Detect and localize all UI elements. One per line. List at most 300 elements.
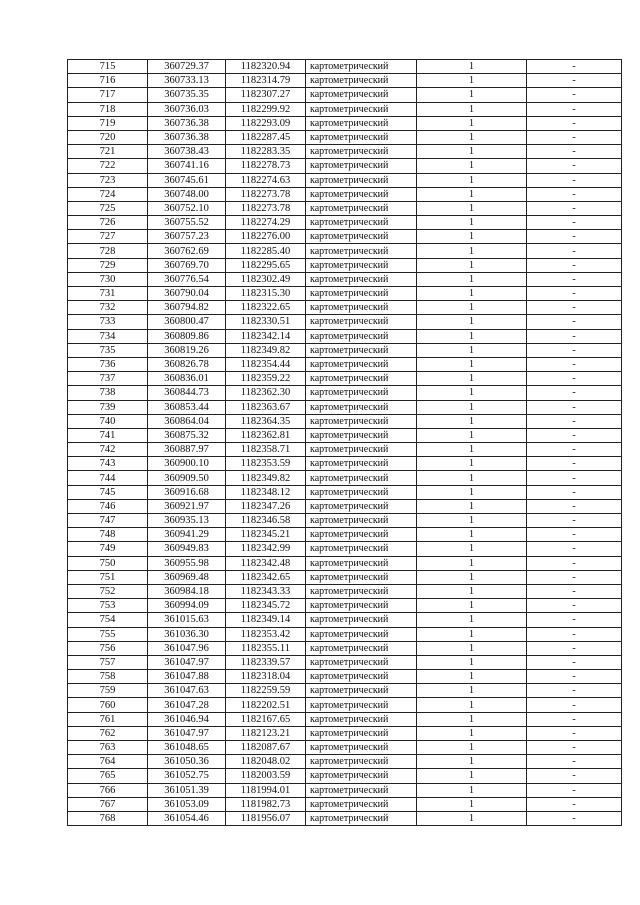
y-coordinate-cell: 1182283.35 <box>226 145 306 159</box>
description-cell: - <box>527 230 622 244</box>
accuracy-cell: 1 <box>417 726 527 740</box>
accuracy-cell: 1 <box>417 514 527 528</box>
description-cell: - <box>527 542 622 556</box>
y-coordinate-cell: 1182342.99 <box>226 542 306 556</box>
accuracy-cell: 1 <box>417 627 527 641</box>
description-cell: - <box>527 670 622 684</box>
y-coordinate-cell: 1182123.21 <box>226 726 306 740</box>
table-row <box>68 797 622 811</box>
accuracy-cell: 1 <box>417 88 527 102</box>
x-coordinate-cell: 360887.97 <box>148 443 226 457</box>
description-cell: - <box>527 145 622 159</box>
table-row <box>68 613 622 627</box>
y-coordinate-cell: 1182307.27 <box>226 88 306 102</box>
y-coordinate-cell: 1182362.81 <box>226 428 306 442</box>
description-cell: - <box>527 159 622 173</box>
x-coordinate-cell: 360875.32 <box>148 428 226 442</box>
table-row <box>68 769 622 783</box>
table-row <box>68 287 622 301</box>
method-cell: картометрический <box>306 641 417 655</box>
table-row <box>68 684 622 698</box>
description-cell: - <box>527 74 622 88</box>
x-coordinate-cell: 360935.13 <box>148 514 226 528</box>
point-number-cell: 759 <box>68 684 148 698</box>
point-number-cell: 747 <box>68 514 148 528</box>
y-coordinate-cell: 1182299.92 <box>226 102 306 116</box>
point-number-cell: 733 <box>68 315 148 329</box>
y-coordinate-cell: 1182349.82 <box>226 343 306 357</box>
point-number-cell: 755 <box>68 627 148 641</box>
method-cell: картометрический <box>306 287 417 301</box>
y-coordinate-cell: 1182302.49 <box>226 272 306 286</box>
x-coordinate-cell: 360949.83 <box>148 542 226 556</box>
method-cell: картометрический <box>306 514 417 528</box>
accuracy-cell: 1 <box>417 301 527 315</box>
y-coordinate-cell: 1182322.65 <box>226 301 306 315</box>
description-cell: - <box>527 187 622 201</box>
x-coordinate-cell: 360736.38 <box>148 116 226 130</box>
table-row <box>68 627 622 641</box>
y-coordinate-cell: 1182355.11 <box>226 641 306 655</box>
accuracy-cell: 1 <box>417 414 527 428</box>
accuracy-cell: 1 <box>417 613 527 627</box>
y-coordinate-cell: 1182349.14 <box>226 613 306 627</box>
table-row <box>68 173 622 187</box>
method-cell: картометрический <box>306 797 417 811</box>
x-coordinate-cell: 360955.98 <box>148 556 226 570</box>
description-cell: - <box>527 641 622 655</box>
accuracy-cell: 1 <box>417 102 527 116</box>
accuracy-cell: 1 <box>417 670 527 684</box>
x-coordinate-cell: 361036.30 <box>148 627 226 641</box>
coordinates-table <box>67 59 622 826</box>
method-cell: картометрический <box>306 599 417 613</box>
point-number-cell: 741 <box>68 428 148 442</box>
point-number-cell: 736 <box>68 357 148 371</box>
table-row <box>68 783 622 797</box>
y-coordinate-cell: 1182320.94 <box>226 60 306 74</box>
x-coordinate-cell: 361047.96 <box>148 641 226 655</box>
x-coordinate-cell: 360994.09 <box>148 599 226 613</box>
table-row <box>68 556 622 570</box>
point-number-cell: 754 <box>68 613 148 627</box>
point-number-cell: 720 <box>68 130 148 144</box>
y-coordinate-cell: 1182048.02 <box>226 755 306 769</box>
description-cell: - <box>527 116 622 130</box>
accuracy-cell: 1 <box>417 741 527 755</box>
description-cell: - <box>527 287 622 301</box>
accuracy-cell: 1 <box>417 74 527 88</box>
point-number-cell: 745 <box>68 485 148 499</box>
method-cell: картометрический <box>306 570 417 584</box>
x-coordinate-cell: 360809.86 <box>148 329 226 343</box>
x-coordinate-cell: 360752.10 <box>148 201 226 215</box>
table-row <box>68 528 622 542</box>
x-coordinate-cell: 360794.82 <box>148 301 226 315</box>
method-cell: картометрический <box>306 102 417 116</box>
table-row <box>68 400 622 414</box>
x-coordinate-cell: 360909.50 <box>148 471 226 485</box>
accuracy-cell: 1 <box>417 357 527 371</box>
table-row <box>68 755 622 769</box>
description-cell: - <box>527 428 622 442</box>
accuracy-cell: 1 <box>417 130 527 144</box>
accuracy-cell: 1 <box>417 60 527 74</box>
accuracy-cell: 1 <box>417 769 527 783</box>
x-coordinate-cell: 360733.13 <box>148 74 226 88</box>
x-coordinate-cell: 360776.54 <box>148 272 226 286</box>
point-number-cell: 767 <box>68 797 148 811</box>
description-cell: - <box>527 216 622 230</box>
method-cell: картометрический <box>306 329 417 343</box>
x-coordinate-cell: 360921.97 <box>148 499 226 513</box>
x-coordinate-cell: 360738.43 <box>148 145 226 159</box>
point-number-cell: 768 <box>68 811 148 825</box>
method-cell: картометрический <box>306 145 417 159</box>
x-coordinate-cell: 360800.47 <box>148 315 226 329</box>
accuracy-cell: 1 <box>417 159 527 173</box>
accuracy-cell: 1 <box>417 471 527 485</box>
description-cell: - <box>527 811 622 825</box>
y-coordinate-cell: 1182287.45 <box>226 130 306 144</box>
point-number-cell: 746 <box>68 499 148 513</box>
x-coordinate-cell: 360729.37 <box>148 60 226 74</box>
table-row <box>68 428 622 442</box>
accuracy-cell: 1 <box>417 712 527 726</box>
description-cell: - <box>527 329 622 343</box>
y-coordinate-cell: 1182349.82 <box>226 471 306 485</box>
description-cell: - <box>527 769 622 783</box>
point-number-cell: 739 <box>68 400 148 414</box>
y-coordinate-cell: 1182315.30 <box>226 287 306 301</box>
table-row <box>68 102 622 116</box>
method-cell: картометрический <box>306 542 417 556</box>
point-number-cell: 734 <box>68 329 148 343</box>
point-number-cell: 724 <box>68 187 148 201</box>
description-cell: - <box>527 315 622 329</box>
accuracy-cell: 1 <box>417 372 527 386</box>
x-coordinate-cell: 360745.61 <box>148 173 226 187</box>
y-coordinate-cell: 1182354.44 <box>226 357 306 371</box>
accuracy-cell: 1 <box>417 428 527 442</box>
x-coordinate-cell: 360748.00 <box>148 187 226 201</box>
method-cell: картометрический <box>306 655 417 669</box>
point-number-cell: 721 <box>68 145 148 159</box>
x-coordinate-cell: 360826.78 <box>148 357 226 371</box>
description-cell: - <box>527 613 622 627</box>
y-coordinate-cell: 1182345.21 <box>226 528 306 542</box>
description-cell: - <box>527 457 622 471</box>
method-cell: картометрический <box>306 528 417 542</box>
table-row <box>68 726 622 740</box>
table-row <box>68 443 622 457</box>
description-cell: - <box>527 173 622 187</box>
description-cell: - <box>527 499 622 513</box>
accuracy-cell: 1 <box>417 258 527 272</box>
table-row <box>68 655 622 669</box>
x-coordinate-cell: 360844.73 <box>148 386 226 400</box>
table-row <box>68 457 622 471</box>
x-coordinate-cell: 360941.29 <box>148 528 226 542</box>
table-row <box>68 130 622 144</box>
description-cell: - <box>527 698 622 712</box>
method-cell: картометрический <box>306 741 417 755</box>
accuracy-cell: 1 <box>417 499 527 513</box>
y-coordinate-cell: 1182346.58 <box>226 514 306 528</box>
y-coordinate-cell: 1182358.71 <box>226 443 306 457</box>
table-row <box>68 230 622 244</box>
x-coordinate-cell: 361046.94 <box>148 712 226 726</box>
x-coordinate-cell: 361047.88 <box>148 670 226 684</box>
point-number-cell: 722 <box>68 159 148 173</box>
accuracy-cell: 1 <box>417 684 527 698</box>
y-coordinate-cell: 1182330.51 <box>226 315 306 329</box>
y-coordinate-cell: 1182353.59 <box>226 457 306 471</box>
accuracy-cell: 1 <box>417 216 527 230</box>
method-cell: картометрический <box>306 60 417 74</box>
accuracy-cell: 1 <box>417 287 527 301</box>
table-row <box>68 670 622 684</box>
y-coordinate-cell: 1182003.59 <box>226 769 306 783</box>
method-cell: картометрический <box>306 159 417 173</box>
table-row <box>68 514 622 528</box>
table-row <box>68 159 622 173</box>
accuracy-cell: 1 <box>417 329 527 343</box>
description-cell: - <box>527 599 622 613</box>
y-coordinate-cell: 1182274.29 <box>226 216 306 230</box>
table-row <box>68 187 622 201</box>
y-coordinate-cell: 1182342.65 <box>226 570 306 584</box>
method-cell: картометрический <box>306 457 417 471</box>
description-cell: - <box>527 414 622 428</box>
method-cell: картометрический <box>306 88 417 102</box>
point-number-cell: 723 <box>68 173 148 187</box>
x-coordinate-cell: 360755.52 <box>148 216 226 230</box>
x-coordinate-cell: 361050.36 <box>148 755 226 769</box>
y-coordinate-cell: 1182202.51 <box>226 698 306 712</box>
description-cell: - <box>527 584 622 598</box>
x-coordinate-cell: 361015.63 <box>148 613 226 627</box>
y-coordinate-cell: 1182295.65 <box>226 258 306 272</box>
accuracy-cell: 1 <box>417 145 527 159</box>
y-coordinate-cell: 1182359.22 <box>226 372 306 386</box>
table-row <box>68 301 622 315</box>
accuracy-cell: 1 <box>417 528 527 542</box>
accuracy-cell: 1 <box>417 443 527 457</box>
method-cell: картометрический <box>306 783 417 797</box>
accuracy-cell: 1 <box>417 783 527 797</box>
table-row <box>68 315 622 329</box>
method-cell: картометрический <box>306 698 417 712</box>
description-cell: - <box>527 301 622 315</box>
description-cell: - <box>527 797 622 811</box>
accuracy-cell: 1 <box>417 641 527 655</box>
point-number-cell: 715 <box>68 60 148 74</box>
table-row <box>68 88 622 102</box>
method-cell: картометрический <box>306 627 417 641</box>
method-cell: картометрический <box>306 428 417 442</box>
accuracy-cell: 1 <box>417 315 527 329</box>
y-coordinate-cell: 1182273.78 <box>226 187 306 201</box>
x-coordinate-cell: 360984.18 <box>148 584 226 598</box>
description-cell: - <box>527 556 622 570</box>
table-row <box>68 570 622 584</box>
table-row <box>68 414 622 428</box>
description-cell: - <box>527 400 622 414</box>
method-cell: картометрический <box>306 443 417 457</box>
table-row <box>68 641 622 655</box>
method-cell: картометрический <box>306 74 417 88</box>
method-cell: картометрический <box>306 187 417 201</box>
x-coordinate-cell: 360836.01 <box>148 372 226 386</box>
method-cell: картометрический <box>306 471 417 485</box>
description-cell: - <box>527 357 622 371</box>
table-row <box>68 343 622 357</box>
table-row <box>68 811 622 825</box>
y-coordinate-cell: 1182293.09 <box>226 116 306 130</box>
x-coordinate-cell: 361048.65 <box>148 741 226 755</box>
table-row <box>68 741 622 755</box>
y-coordinate-cell: 1182342.48 <box>226 556 306 570</box>
method-cell: картометрический <box>306 584 417 598</box>
x-coordinate-cell: 361051.39 <box>148 783 226 797</box>
x-coordinate-cell: 361052.75 <box>148 769 226 783</box>
description-cell: - <box>527 471 622 485</box>
description-cell: - <box>527 372 622 386</box>
table-row <box>68 386 622 400</box>
point-number-cell: 760 <box>68 698 148 712</box>
method-cell: картометрический <box>306 343 417 357</box>
x-coordinate-cell: 360735.35 <box>148 88 226 102</box>
method-cell: картометрический <box>306 315 417 329</box>
point-number-cell: 753 <box>68 599 148 613</box>
method-cell: картометрический <box>306 712 417 726</box>
description-cell: - <box>527 201 622 215</box>
accuracy-cell: 1 <box>417 201 527 215</box>
point-number-cell: 740 <box>68 414 148 428</box>
y-coordinate-cell: 1182259.59 <box>226 684 306 698</box>
y-coordinate-cell: 1181994.01 <box>226 783 306 797</box>
method-cell: картометрический <box>306 258 417 272</box>
x-coordinate-cell: 361053.09 <box>148 797 226 811</box>
accuracy-cell: 1 <box>417 343 527 357</box>
point-number-cell: 716 <box>68 74 148 88</box>
method-cell: картометрический <box>306 769 417 783</box>
method-cell: картометрический <box>306 116 417 130</box>
description-cell: - <box>527 528 622 542</box>
method-cell: картометрический <box>306 244 417 258</box>
method-cell: картометрический <box>306 670 417 684</box>
x-coordinate-cell: 361047.97 <box>148 726 226 740</box>
description-cell: - <box>527 570 622 584</box>
method-cell: картометрический <box>306 811 417 825</box>
method-cell: картометрический <box>306 613 417 627</box>
accuracy-cell: 1 <box>417 542 527 556</box>
method-cell: картометрический <box>306 173 417 187</box>
point-number-cell: 737 <box>68 372 148 386</box>
method-cell: картометрический <box>306 201 417 215</box>
point-number-cell: 764 <box>68 755 148 769</box>
description-cell: - <box>527 258 622 272</box>
point-number-cell: 765 <box>68 769 148 783</box>
table-row <box>68 499 622 513</box>
x-coordinate-cell: 360864.04 <box>148 414 226 428</box>
y-coordinate-cell: 1182343.33 <box>226 584 306 598</box>
table-row <box>68 258 622 272</box>
table-row <box>68 698 622 712</box>
accuracy-cell: 1 <box>417 244 527 258</box>
description-cell: - <box>527 272 622 286</box>
x-coordinate-cell: 360900.10 <box>148 457 226 471</box>
y-coordinate-cell: 1182348.12 <box>226 485 306 499</box>
point-number-cell: 742 <box>68 443 148 457</box>
x-coordinate-cell: 361047.28 <box>148 698 226 712</box>
y-coordinate-cell: 1182339.57 <box>226 655 306 669</box>
description-cell: - <box>527 102 622 116</box>
x-coordinate-cell: 360769.70 <box>148 258 226 272</box>
table-row <box>68 471 622 485</box>
table-row <box>68 329 622 343</box>
y-coordinate-cell: 1182278.73 <box>226 159 306 173</box>
accuracy-cell: 1 <box>417 755 527 769</box>
x-coordinate-cell: 360741.16 <box>148 159 226 173</box>
x-coordinate-cell: 361047.63 <box>148 684 226 698</box>
method-cell: картометрический <box>306 485 417 499</box>
x-coordinate-cell: 360736.38 <box>148 130 226 144</box>
table-body <box>68 60 622 826</box>
y-coordinate-cell: 1182167.65 <box>226 712 306 726</box>
method-cell: картометрический <box>306 230 417 244</box>
accuracy-cell: 1 <box>417 584 527 598</box>
accuracy-cell: 1 <box>417 485 527 499</box>
description-cell: - <box>527 514 622 528</box>
table-row <box>68 74 622 88</box>
x-coordinate-cell: 361054.46 <box>148 811 226 825</box>
description-cell: - <box>527 684 622 698</box>
point-number-cell: 718 <box>68 102 148 116</box>
description-cell: - <box>527 627 622 641</box>
description-cell: - <box>527 60 622 74</box>
description-cell: - <box>527 130 622 144</box>
y-coordinate-cell: 1181956.07 <box>226 811 306 825</box>
y-coordinate-cell: 1182274.63 <box>226 173 306 187</box>
table-row <box>68 216 622 230</box>
accuracy-cell: 1 <box>417 386 527 400</box>
method-cell: картометрический <box>306 130 417 144</box>
method-cell: картометрический <box>306 726 417 740</box>
y-coordinate-cell: 1182087.67 <box>226 741 306 755</box>
point-number-cell: 758 <box>68 670 148 684</box>
accuracy-cell: 1 <box>417 698 527 712</box>
point-number-cell: 738 <box>68 386 148 400</box>
description-cell: - <box>527 741 622 755</box>
y-coordinate-cell: 1182363.67 <box>226 400 306 414</box>
method-cell: картометрический <box>306 372 417 386</box>
method-cell: картометрический <box>306 755 417 769</box>
description-cell: - <box>527 755 622 769</box>
table-row <box>68 60 622 74</box>
point-number-cell: 748 <box>68 528 148 542</box>
y-coordinate-cell: 1182364.35 <box>226 414 306 428</box>
description-cell: - <box>527 712 622 726</box>
accuracy-cell: 1 <box>417 400 527 414</box>
point-number-cell: 749 <box>68 542 148 556</box>
accuracy-cell: 1 <box>417 116 527 130</box>
y-coordinate-cell: 1182342.14 <box>226 329 306 343</box>
x-coordinate-cell: 361047.97 <box>148 655 226 669</box>
point-number-cell: 757 <box>68 655 148 669</box>
table-row <box>68 584 622 598</box>
